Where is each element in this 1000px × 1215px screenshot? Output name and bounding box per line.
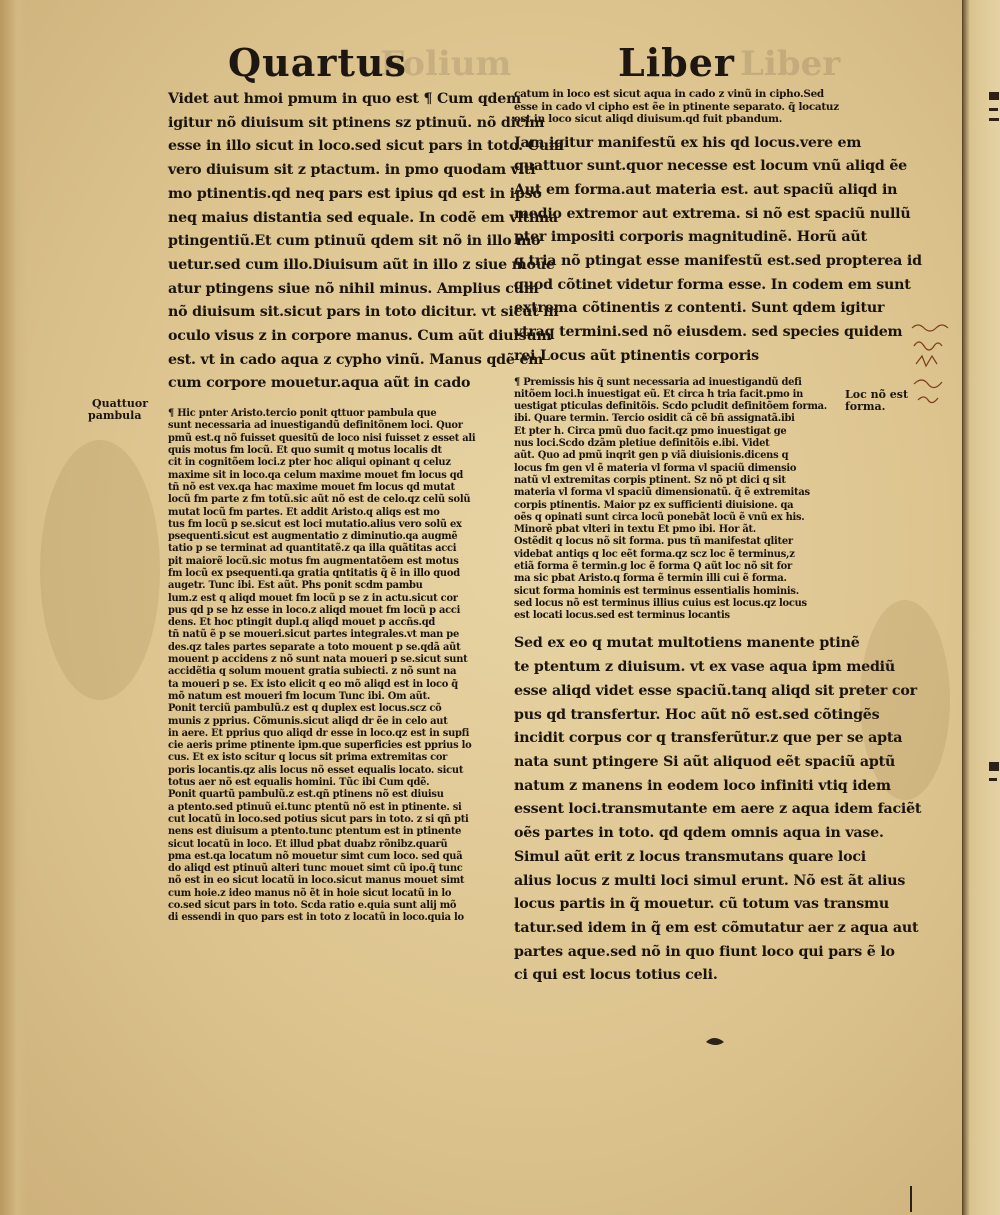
commentary-line: sed locus nõ est terminus illius cuius est locus.qz locus: [514, 597, 807, 609]
text-line: oculo visus z in corpore manus. Cum aũt diuisum: [168, 328, 552, 345]
commentary-line: sunt necessaria ad inuestigandũ definitõnem loci. Quor: [168, 420, 463, 432]
commentary-line: cie aeris prime ptinente ipm.que superficies est pprius lo: [168, 740, 472, 752]
commentary-line: tñ natũ ẽ p se moueri.sicut partes integrales.vt man pe: [168, 629, 459, 641]
text-line: oẽs partes in toto. qd qdem omnis aqua in vase.: [514, 825, 884, 842]
commentary-line: nõ est in eo sicut locatũ in loco.sicut manus mouet simt: [168, 875, 465, 887]
commentary-line: ¶ Hic pnter Aristo.tercio ponit qttuor pambula que: [168, 408, 437, 420]
text-line: vtraq termini.sed nõ eiusdem. sed species quidem: [514, 324, 903, 341]
commentary-line: mouent p accidens z nõ sunt nata moueri p se.sicut sunt: [168, 654, 468, 666]
right-commentary: [514, 377, 844, 623]
commentary-line: psequenti.sicut est augmentatio z diminutio.qa augmẽ: [168, 531, 458, 543]
text-line: Simul aũt erit z locus transmutans quare loci: [514, 848, 866, 865]
commentary-line: Et pter h. Circa pmũ duo facit.qz pmo inuestigat ge: [514, 425, 787, 437]
left-main-text: [168, 88, 564, 396]
left-column: [168, 88, 564, 925]
facing-page-text-fragments: [963, 0, 1000, 1215]
text-line: incidit corpus cor q transferũtur.z que per se apta: [514, 730, 903, 747]
commentary-line: locũ fm parte z fm totũ.sic aũt nõ est de celo.qz celũ solũ: [168, 494, 471, 506]
commentary-line: co.sed sicut pars in toto. Scda ratio e.quia sunt alij mõ: [168, 900, 457, 912]
commentary-line: videbat antiqs q loc eẽt forma.qz scz loc ẽ terminus,z: [514, 548, 795, 560]
text-line: mo ptinentis.qd neq pars est ipius qd est in ipso: [168, 185, 542, 202]
commentary-line: quis motus fm locũ. Et quo sumit q motus localis dt: [168, 445, 442, 457]
commentary-line: cut locatũ in loco.sed potius sicut pars in toto. z si qñ pti: [168, 813, 469, 825]
commentary-line: pma est.qa locatum nõ mouetur simt cum loco. sed quã: [168, 850, 463, 862]
text-line: q tria nõ ptingat esse manifestũ est.sed propterea id: [514, 253, 922, 270]
text-line: esse in cado vl cipho est ẽe in ptinente separato. q̃ locatuz: [514, 100, 839, 113]
text-line: quattuor sunt.quor necesse est locum vnũ aliqd ẽe: [514, 158, 907, 175]
text-line: natum z manens in eodem loco infiniti vtiq idem: [514, 777, 891, 794]
text-line: est in loco sicut aliqd diuisum.qd fuit pbandum.: [514, 113, 783, 125]
commentary-line: cus. Et ex isto scitur q locus sit prima extremitas cor: [168, 752, 448, 764]
facing-page-edge: [962, 0, 1000, 1215]
ink-tick: [908, 1186, 914, 1212]
text-line: pter impositi corporis magnitudinẽ. Horũ aũt: [514, 229, 867, 246]
commentary-line: aũt. Quo ad pmũ inqrit gen p viã diuisionis.dicens q: [514, 450, 789, 462]
margin-note-right: forma.: [845, 400, 886, 413]
text-line: nõ diuisum sit.sicut pars in toto dicitur. vt sicut in: [168, 304, 559, 321]
book-spine-shadow: [0, 0, 28, 1215]
text-line: essent loci.transmutante em aere z aqua idem faciẽt: [514, 801, 922, 818]
handwritten-annotation: [908, 318, 960, 408]
left-commentary: [168, 408, 494, 924]
commentary-line: cit in cognitõem loci.z pter hoc aliqui opinant q celuz: [168, 457, 451, 469]
commentary-line: tatio p se terminat ad quantitatẽ.z qa illa quãtitas acci: [168, 543, 457, 555]
commentary-line: lum.z est q aliqd mouet fm locũ p se z in actu.sicut cor: [168, 592, 458, 604]
commentary-line: cum hoie.z ideo manus nõ ẽt in hoie sicut locatũ in lo: [168, 887, 452, 899]
text-line: atur ptingens siue nõ nihil minus. Amplius cum: [168, 280, 539, 297]
text-line: pus qd transfertur. Hoc aũt nõ est.sed cõtingẽs: [514, 706, 880, 723]
margin-note-right: Loc nõ est: [845, 388, 909, 401]
commentary-line: uestigat pticulas definitõis. Scdo pcludit definitõem forma.: [514, 401, 827, 413]
text-line: extrema cõtinentis z contenti. Sunt qdem igitur: [514, 300, 885, 317]
text-line: nata sunt ptingere Si aũt aliquod eẽt spaciũ aptũ: [514, 753, 896, 770]
margin-note-left: Quattuor: [92, 397, 148, 410]
commentary-line: locus fm gen vl ẽ materia vl forma vl spaciũ dimensio: [514, 462, 797, 474]
text-line: Aut em forma.aut materia est. aut spaciũ aliqd in: [514, 181, 898, 198]
text-line: Sed ex eo q mutat multotiens manente ptinẽ: [514, 635, 860, 652]
right-top-text: [514, 88, 844, 126]
commentary-line: totus aer nõ est equalis homini. Tũc ibi Cum qdẽ.: [168, 777, 430, 789]
commentary-line: ¶ Premissis his q̃ sunt necessaria ad inuestigandũ defi: [514, 376, 802, 388]
bleed-through-heading-left: Folium: [380, 44, 512, 84]
ink-mark: [704, 1034, 726, 1048]
commentary-line: augetr. Tunc ibi. Est aũt. Phs ponit scdm pambu: [168, 580, 423, 592]
text-line: quod cõtinet videtur forma esse. In codem em sunt: [514, 276, 911, 293]
text-line: Videt aut hmoi pmum in quo est ¶ Cum qdem: [168, 91, 521, 107]
commentary-line: ma sic pbat Aristo.q forma ẽ termin illi cui ẽ forma.: [514, 573, 787, 585]
commentary-line: dens. Et hoc ptingit dupl.q aliqd mouet p accñs.qd: [168, 617, 436, 629]
text-line: locus partis in q̃ mouetur. cũ totum vas transmu: [514, 896, 889, 913]
commentary-line: do aliqd est ptinuũ alteri tunc mouet simt cũ ipo.q̃ tunc: [168, 863, 463, 875]
commentary-line: pus qd p se hz esse in loco.z aliqd mouet fm locũ p acci: [168, 604, 461, 616]
commentary-line: Minorẽ pbat vlteri in textu Et pmo ibi. Hor ãt.: [514, 524, 756, 536]
commentary-line: sicut locatũ in loco. Et illud pbat duabz rõnibz.quarũ: [168, 838, 448, 850]
text-line: ci qui est locus totius celi.: [514, 967, 718, 984]
commentary-line: in aere. Et pprius quo aliqd dr esse in loco.qz est in supfi: [168, 727, 470, 739]
text-line: esse in illo sicut in loco.sed sicut pars in toto. Cum: [168, 138, 564, 155]
commentary-line: di essendi in quo pars est in toto z locatũ in loco.quia lo: [168, 912, 464, 924]
text-line: medio extremor aut extrema. si nõ est spaciũ nullũ: [514, 205, 911, 222]
text-line: esse aliqd videt esse spaciũ.tanq aliqd sit preter cor: [514, 682, 917, 699]
text-line: catum in loco est sicut aqua in cado z vinũ in cipho.Sed: [514, 88, 824, 100]
running-head-left: Quartus: [228, 40, 407, 85]
commentary-line: tus fm locũ p se.sicut est loci mutatio.alius vero solũ ex: [168, 518, 462, 530]
commentary-line: est locati locus.sed est terminus locantis: [514, 610, 730, 622]
text-line: alius locus z multi loci simul erunt. Nõ est ãt alius: [514, 872, 906, 889]
commentary-line: munis z pprius. Cõmunis.sicut aliqd dr ẽe in celo aut: [168, 715, 448, 727]
commentary-line: etiã forma ẽ termin.g loc ẽ forma Q aũt loc nõ sit for: [514, 560, 792, 572]
text-line: tatur.sed idem in q̃ em est cõmutatur aer z aqua aut: [514, 919, 919, 936]
right-main-text-1: [514, 132, 922, 369]
commentary-line: Ponit terciũ pambulũ.z est q duplex est locus.scz cõ: [168, 703, 442, 715]
text-line: vero diuisum sit z ptactum. in pmo quodam vlti: [168, 162, 536, 179]
commentary-line: fm locũ ex psequenti.qa gratia qntitatis q̃ ẽ in illo quod: [168, 568, 460, 579]
commentary-line: materia vl forma vl spaciũ dimensionatũ. q̃ ẽ extremitas: [514, 487, 810, 499]
bleed-through-heading-right: Liber: [740, 44, 841, 84]
commentary-line: mutat locũ fm partes. Et addit Aristo.q aliqs est mo: [168, 506, 440, 518]
commentary-line: nens est diuisum a ptento.tunc ptentum est in ptinente: [168, 826, 462, 838]
text-line: neq maius distantia sed equale. In codẽ em vltima: [168, 209, 558, 226]
running-head-right: Liber: [618, 40, 735, 85]
commentary-line: ta moueri p se. Ex isto elicit q eo mõ aliqd est in loco q̃: [168, 678, 458, 690]
text-line: igitur nõ diuisum sit ptinens sz ptinuũ. nõ dicim: [168, 114, 545, 131]
commentary-line: des.qz tales partes separate a toto mouent p se.qdã aũt: [168, 641, 461, 653]
text-line: cum corpore mouetur.aqua aũt in cado: [168, 375, 471, 392]
text-line: te ptentum z diuisum. vt ex vase aqua ipm mediũ: [514, 659, 895, 676]
commentary-line: Ponit quartũ pambulũ.z est.qñ ptinens nõ est diuisu: [168, 789, 444, 801]
margin-note-left: pambula: [88, 409, 142, 422]
text-line: partes aque.sed nõ in quo fiunt loco qui pars ẽ lo: [514, 943, 895, 960]
commentary-line: sicut forma hominis est terminus essentialis hominis.: [514, 585, 799, 597]
text-line: rei Locus aũt ptinentis corporis: [514, 347, 759, 364]
commentary-line: Ostẽdit q locus nõ sit forma. pus tñ manifestat qliter: [514, 536, 793, 548]
commentary-line: corpis ptinentis. Maior pz ex sufficienti diuisione. qa: [514, 499, 794, 511]
commentary-line: pmũ est.q nõ fuisset quesitũ de loco nisi fuisset z esset ali: [168, 432, 476, 444]
text-line: Jam igitur manifestũ ex his qd locus.vere em: [514, 134, 862, 151]
commentary-line: pit maiorẽ locũ.sic motus fm augmentatõem est motus: [168, 555, 459, 567]
text-line: est. vt in cado aqua z cypho vinũ. Manus qdẽ em: [168, 351, 544, 368]
commentary-line: accidẽtia q solum mouent gratia subiecti. z nõ sunt na: [168, 666, 457, 678]
commentary-line: mõ natum est moueri fm locum Tunc ibi. Om aũt.: [168, 690, 431, 702]
paper-stain: [860, 600, 950, 800]
commentary-line: poris locantis.qz alis locus nõ esset equalis locato. sicut: [168, 764, 464, 776]
text-line: uetur.sed cum illo.Diuisum aũt in illo z siue moue: [168, 256, 555, 273]
right-main-text-2: [514, 632, 922, 988]
text-line: ptingentiũ.Et cum ptinuũ qdem sit nõ in illo mo: [168, 233, 541, 250]
commentary-line: nus loci.Scdo dzãm pletiue definitõis e.ibi. Videt: [514, 438, 770, 450]
commentary-line: nitõem loci.h inuestigat eũ. Et circa h tria facit.pmo in: [514, 388, 804, 400]
commentary-line: maxime sit in loco.qa celum maxime mouet fm locus qd: [168, 469, 464, 481]
commentary-line: tñ nõ est vex.qa hac maxime mouet fm locus qd mutat: [168, 481, 455, 493]
commentary-line: a ptento.sed ptinuũ ei.tunc ptentũ nõ est in ptinente. si: [168, 801, 462, 813]
paper-stain: [40, 440, 160, 700]
commentary-line: natũ vl extremitas corpis ptinent. Sz nõ pt dici q sit: [514, 474, 786, 486]
commentary-line: oẽs q opinati sunt circa locũ ponebãt locũ ẽ vnũ ex his.: [514, 511, 805, 523]
commentary-line: ibi. Quare termin. Tercio osidit cã cẽ bñ assignatã.ibi: [514, 413, 795, 425]
